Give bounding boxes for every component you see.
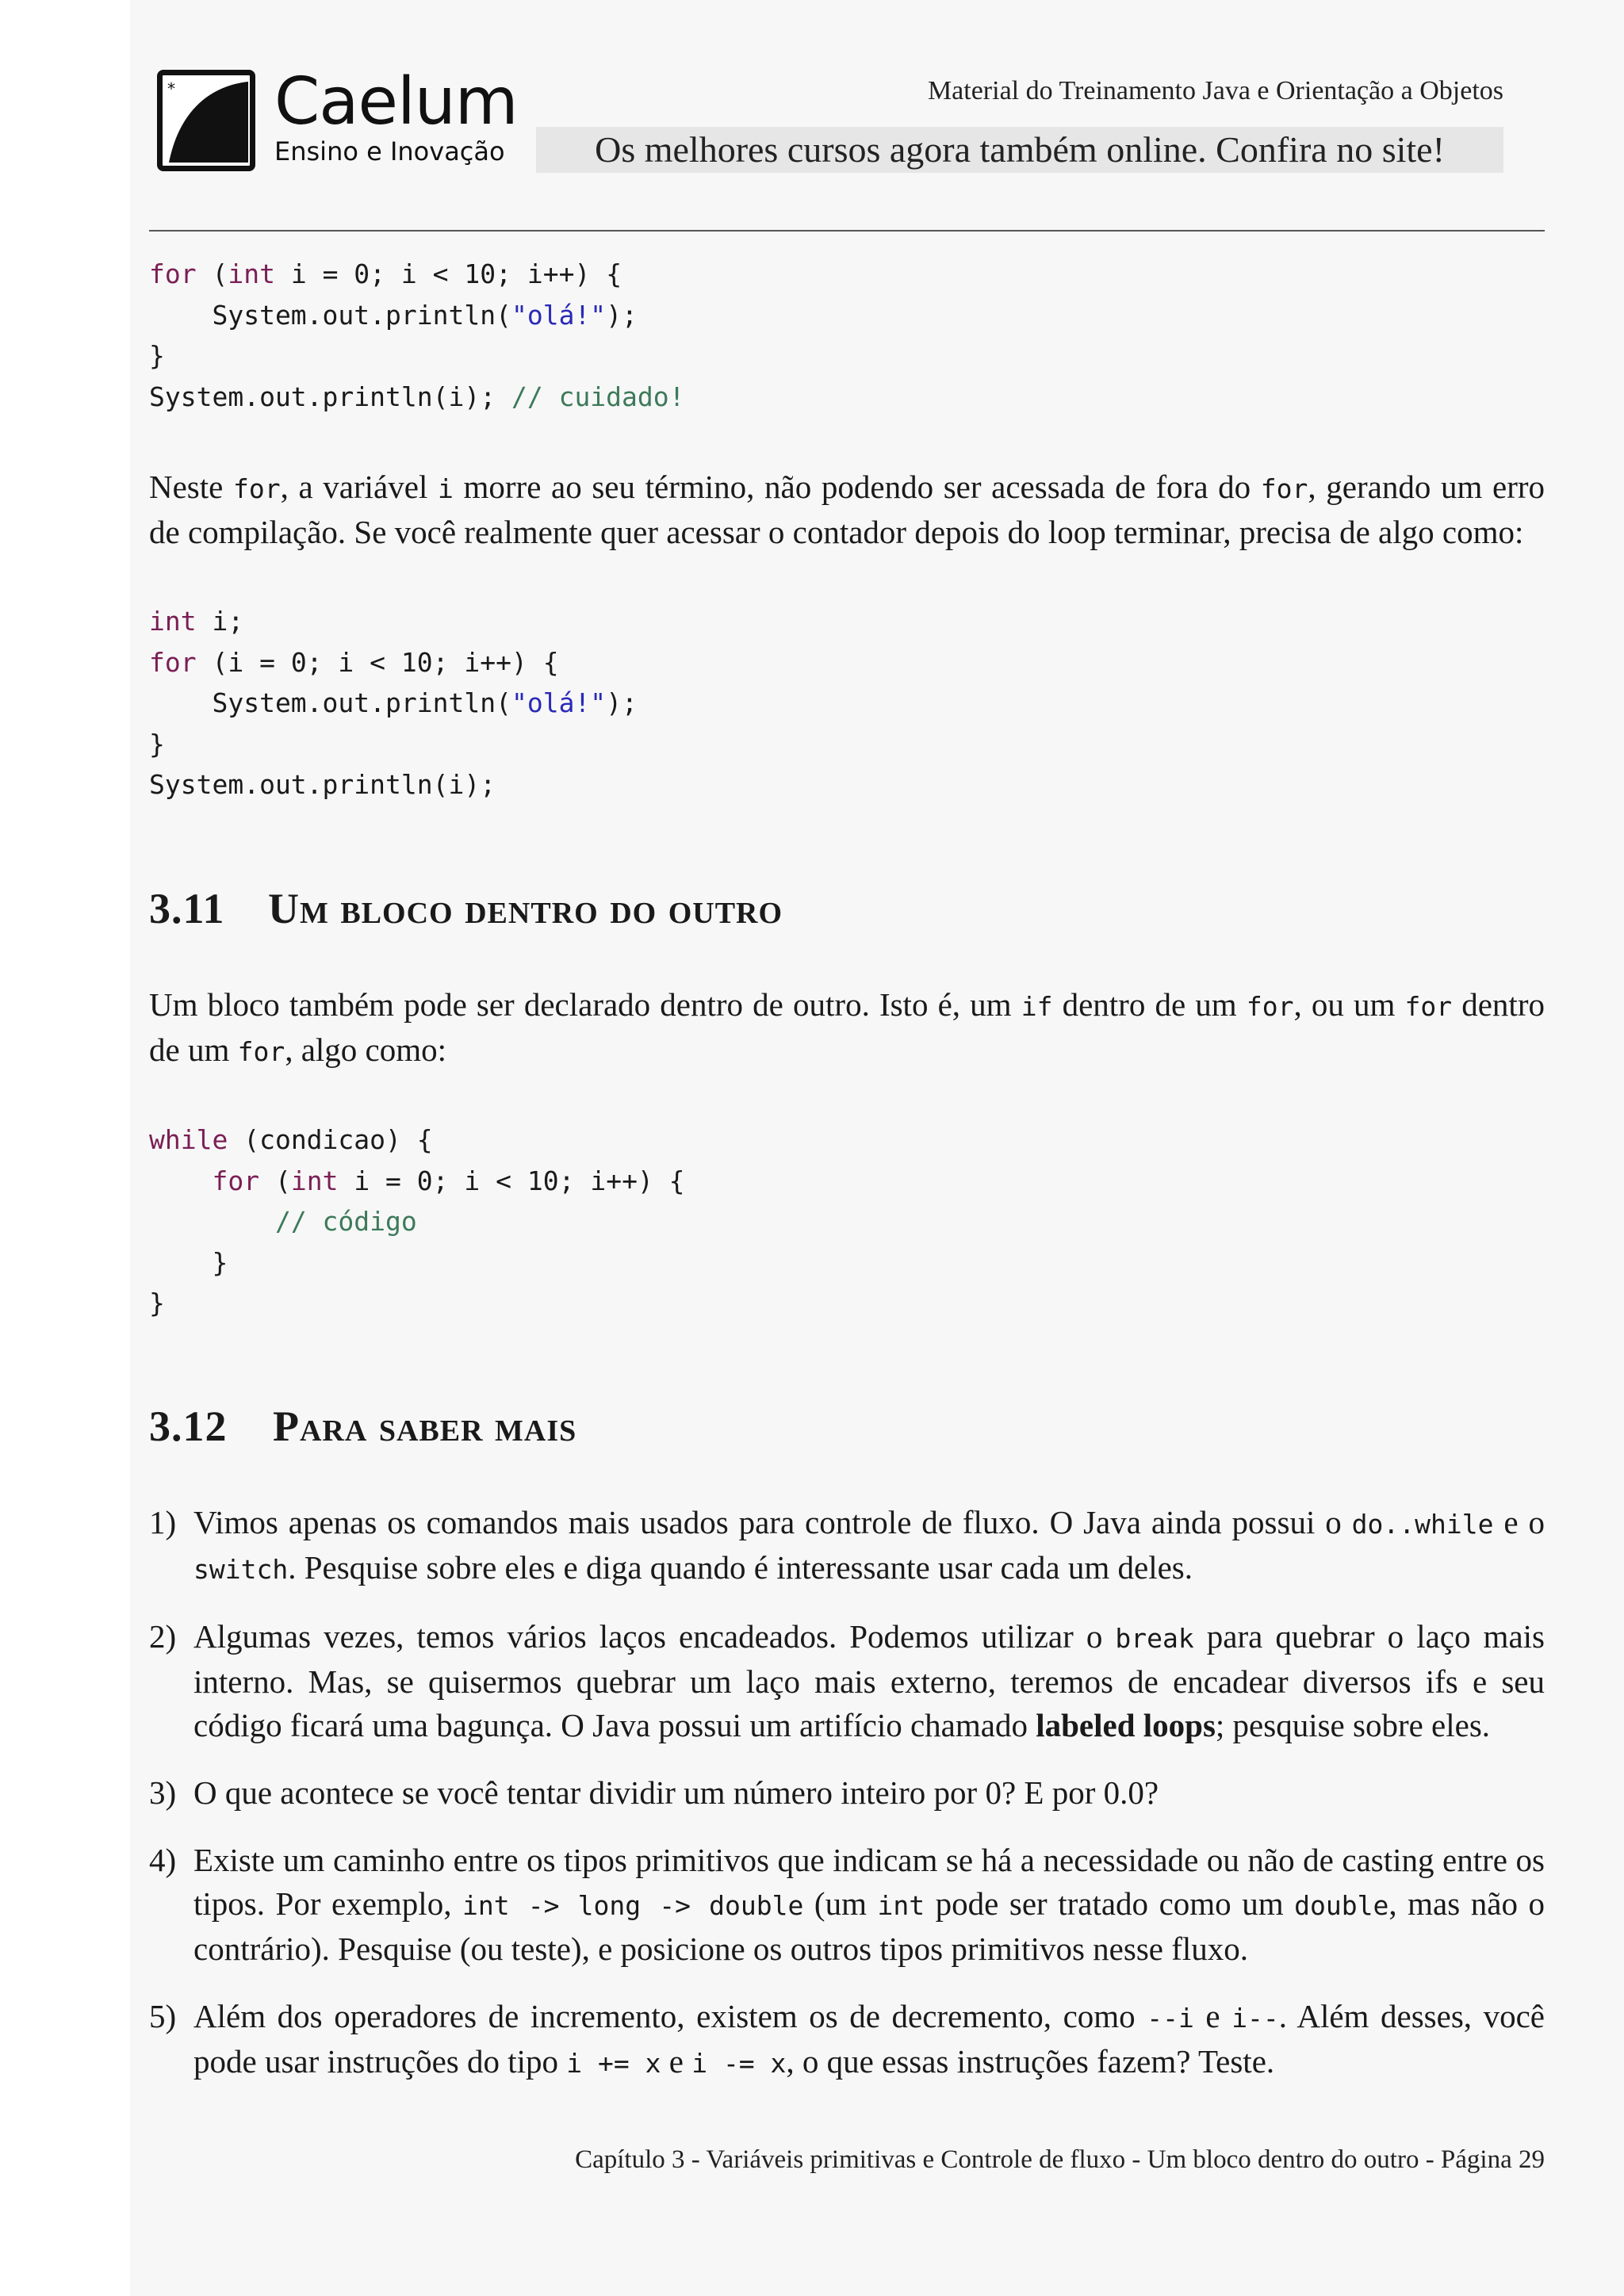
code-text: (: [196, 258, 228, 289]
item-text: ; pesquise sobre eles.: [1215, 1707, 1491, 1743]
item-number: 2): [149, 1618, 177, 1655]
code-text: i = 0; i < 10; i++) {: [274, 258, 622, 289]
code-block-3: [149, 1119, 685, 1324]
exercise-list: [149, 1501, 1545, 2109]
inline-code: for: [1260, 473, 1308, 504]
inline-code: do..while: [1351, 1509, 1494, 1540]
item-text: . Além desses, você pode usar instruções do tipo: [193, 1998, 1545, 2080]
list-item: [149, 1995, 1545, 2085]
para-text: , gerando um erro de compilação. Se você realmente quer acessar o contador depois do loop terminar, precisa de algo como:: [149, 469, 1545, 550]
inline-code: int: [877, 1890, 925, 1921]
item-text: . Pesquise sobre eles e diga quando é interessante usar cada um deles.: [288, 1549, 1193, 1586]
code-text: (i = 0; i < 10; i++) {: [196, 646, 559, 678]
code-keyword: while: [149, 1124, 228, 1155]
code-keyword: for: [149, 646, 197, 678]
code-text: System.out.println(: [149, 687, 511, 718]
para-text: morre ao seu término, não podendo ser acessada de fora do: [453, 469, 1261, 505]
item-text: Existe um caminho entre os tipos primitivos que indicam se há a necessidade ou não de casting entre os tipos. Por exemplo,: [193, 1842, 1545, 1922]
header-title: Material do Treinamento Java e Orientação a Objetos: [927, 76, 1503, 105]
inline-code: for: [237, 1036, 285, 1067]
item-text: Algumas vezes, temos vários laços encadeados. Podemos utilizar o: [193, 1618, 1116, 1655]
code-text: (: [259, 1165, 291, 1196]
logo-name: Caelum: [274, 64, 518, 140]
item-text: e: [1193, 1998, 1232, 2034]
section-title: Para saber mais: [273, 1402, 577, 1450]
inline-code: break: [1115, 1623, 1194, 1654]
code-text: (condicao) {: [228, 1124, 433, 1155]
item-number: 5): [149, 1998, 177, 2034]
code-text: System.out.println(: [149, 299, 511, 331]
section-heading-3-12: [149, 1402, 576, 1451]
inline-code: for: [1246, 991, 1294, 1022]
code-text: [149, 1165, 212, 1196]
code-comment: // cuidado!: [511, 381, 685, 412]
code-text: }: [149, 1246, 228, 1278]
inline-code: i--: [1231, 2003, 1279, 2034]
code-block-1: [149, 254, 685, 417]
section-title: Um bloco dentro do outro: [268, 885, 783, 932]
item-text: pode ser tratado como um: [925, 1885, 1295, 1922]
inline-code: switch: [193, 1554, 289, 1585]
list-item: [149, 1501, 1545, 1591]
inline-code: double: [1294, 1890, 1389, 1921]
item-number: 1): [149, 1504, 177, 1540]
code-keyword: int: [149, 606, 197, 637]
page-footer: Capítulo 3 - Variáveis primitivas e Controle de fluxo - Um bloco dentro do outro - Página 29: [575, 2145, 1545, 2174]
list-item: [149, 1839, 1545, 1971]
code-text: [149, 1206, 275, 1237]
code-text: i = 0; i < 10; i++) {: [338, 1165, 685, 1196]
svg-text:*: *: [167, 79, 175, 98]
code-text: i;: [196, 606, 244, 637]
section-number: 3.11: [149, 885, 225, 932]
code-keyword: int: [290, 1165, 339, 1196]
code-keyword: for: [212, 1165, 260, 1196]
item-text: Vimos apenas os comandos mais usados para controle de fluxo. O Java ainda possui o: [193, 1504, 1352, 1540]
code-text: System.out.println(i);: [149, 769, 496, 800]
paragraph-2: [149, 983, 1545, 1073]
item-text: e o: [1493, 1504, 1545, 1540]
para-text: dentro de um: [149, 986, 1545, 1068]
item-number: 3): [149, 1774, 177, 1811]
code-text: );: [606, 299, 638, 331]
para-text: Neste: [149, 469, 233, 505]
para-text: , algo como:: [285, 1031, 447, 1068]
header-banner: Os melhores cursos agora também online. Confira no site!: [536, 127, 1503, 173]
inline-code: int -> long -> double: [462, 1890, 804, 1921]
bold-term: labeled loops: [1036, 1707, 1216, 1743]
inline-code: --i: [1147, 2003, 1194, 2034]
code-text: }: [149, 1288, 165, 1318]
code-text: System.out.println(i);: [149, 381, 511, 412]
para-text: dentro de um: [1052, 986, 1247, 1023]
code-comment: // código: [274, 1206, 417, 1237]
section-heading-3-11: [149, 884, 783, 933]
code-string: "olá!": [511, 687, 607, 718]
item-text: , o que essas instruções fazem? Teste.: [786, 2043, 1275, 2080]
caelum-logo: [157, 64, 518, 171]
header-divider: [149, 230, 1545, 232]
inline-code: i -= x: [691, 2048, 787, 2079]
item-text: Além dos operadores de incremento, existem os de decremento, como: [193, 1998, 1147, 2034]
inline-code: for: [1404, 991, 1453, 1022]
list-item: [149, 1771, 1545, 1815]
paragraph-1: [149, 465, 1545, 554]
item-text: e: [661, 2043, 692, 2080]
list-item: [149, 1615, 1545, 1747]
code-text: );: [606, 687, 638, 718]
item-text: para quebrar o laço mais interno. Mas, se quisermos quebrar um laço mais externo, teremos de encadear diversos ifs e seu código ficará uma bagunça. O Java possui um artifício chamado: [193, 1618, 1545, 1743]
item-number: 4): [149, 1842, 177, 1878]
inline-code: i: [437, 473, 454, 504]
logo-subtitle: Ensino e Inovação: [274, 136, 505, 166]
item-text: (um: [803, 1885, 878, 1922]
item-text: O que acontece se você tentar dividir um número inteiro por 0? E por 0.0?: [193, 1774, 1159, 1811]
para-text: , ou um: [1293, 986, 1405, 1023]
code-keyword: for: [149, 258, 197, 289]
section-number: 3.12: [149, 1402, 228, 1450]
code-string: "olá!": [511, 299, 607, 331]
logo-mark-icon: [157, 70, 255, 171]
inline-code: for: [232, 473, 281, 504]
code-text: }: [149, 728, 165, 760]
para-text: Um bloco também pode ser declarado dentro de outro. Isto é, um: [149, 986, 1021, 1023]
code-keyword: int: [228, 258, 275, 289]
code-block-2: [149, 601, 638, 806]
inline-code: if: [1021, 991, 1053, 1022]
para-text: , a variável: [280, 469, 438, 505]
inline-code: i += x: [566, 2048, 661, 2079]
item-text: , mas não o contrário). Pesquise (ou teste), e posicione os outros tipos primitivos nesse fluxo.: [193, 1885, 1545, 1967]
code-text: }: [149, 340, 165, 371]
